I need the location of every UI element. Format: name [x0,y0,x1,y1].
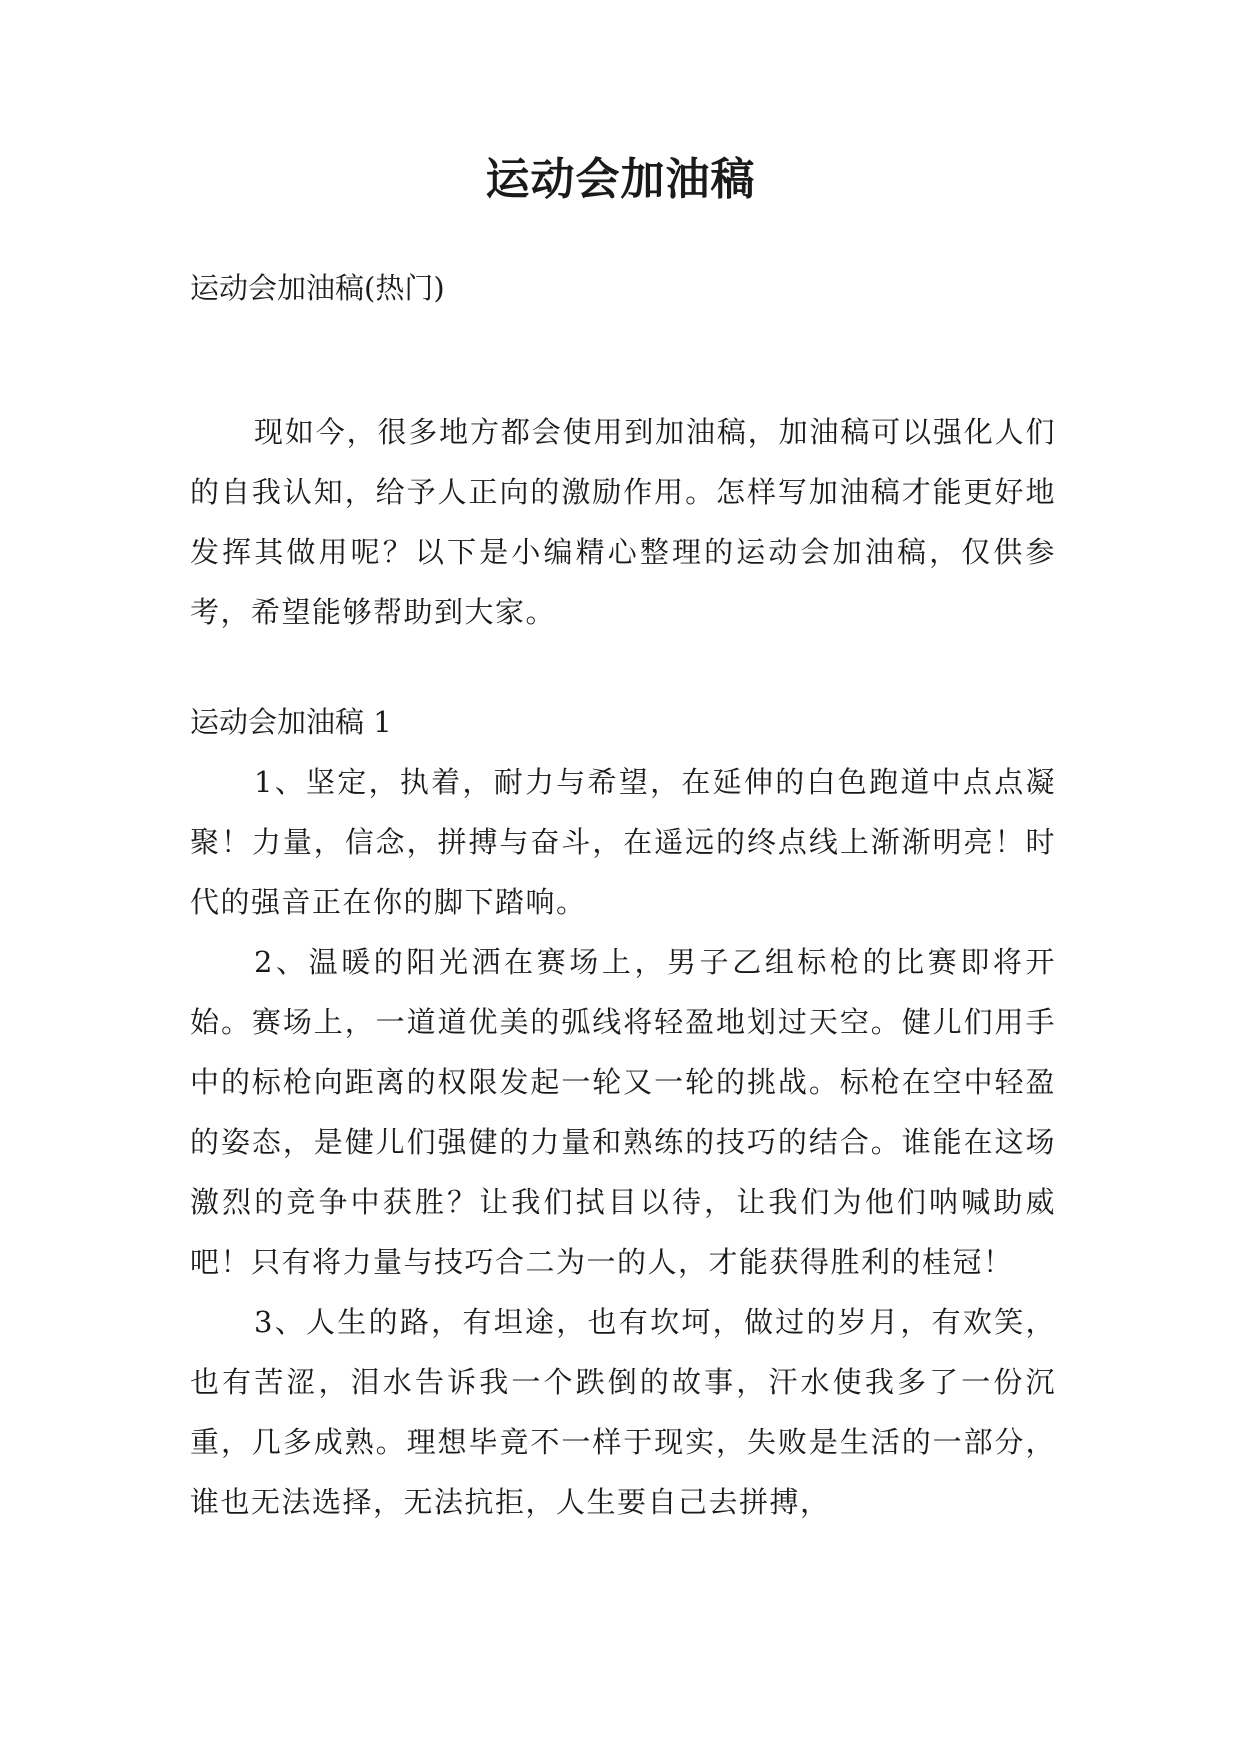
intro-paragraph: 现如今，很多地方都会使用到加油稿，加油稿可以强化人们的自我认知，给予人正向的激励作用。怎样写加油稿才能更好地发挥其做用呢？以下是小编精心整理的运动会加油稿，仅供参考，希望能够帮助到大家。 [190,415,1056,629]
document-title: 运动会加油稿 [485,154,756,205]
cheer-item-2: 2、温暖的阳光洒在赛场上，男子乙组标枪的比赛即将开始。赛场上，一道道优美的弧线将轻盈地划过天空。健儿们用手中的标枪向距离的权限发起一轮又一轮的挑战。标枪在空中轻盈的姿态，是健儿们强健的力量和熟练的技巧的结合。谁能在这场激烈的竞争中获胜？让我们拭目以待，让我们为他们呐喊助威吧！只有将力量与技巧合二为一的人，才能获得胜利的桂冠！ [190,945,1056,1279]
cheer-items-list [190,752,1056,1532]
intro-section [190,402,1056,642]
cheer-item-1: 1、坚定，执着，耐力与希望，在延伸的白色跑道中点点凝聚！力量，信念，拼搏与奋斗，在遥远的终点线上渐渐明亮！时代的强音正在你的脚下踏响。 [190,765,1056,919]
section-heading: 运动会加油稿 1 [190,705,392,739]
document-subtitle: 运动会加油稿(热门) [190,271,445,305]
cheer-item-3: 3、人生的路，有坦途，也有坎坷，做过的岁月，有欢笑，也有苦涩，泪水告诉我一个跌倒的故事，汗水使我多了一份沉重，几多成熟。理想毕竟不一样于现实，失败是生活的一部分，谁也无法选择，无法抗拒，人生要自己去拼搏， [190,1305,1056,1519]
